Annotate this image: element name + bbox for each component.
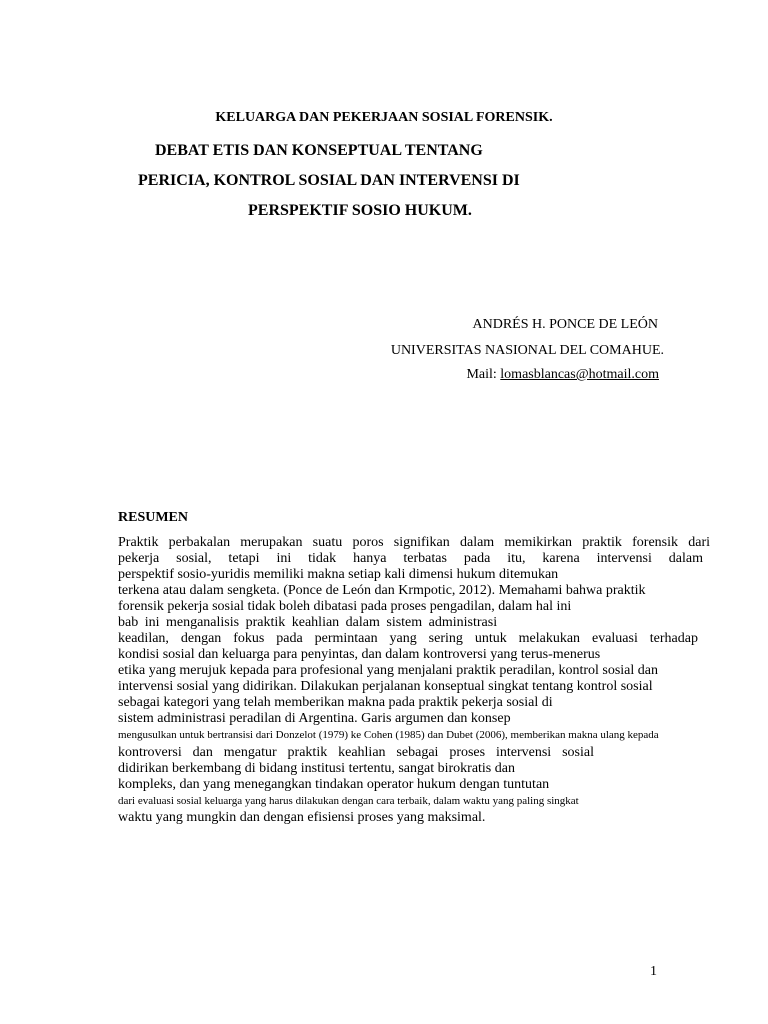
abstract-line: mengusulkan untuk bertransisi dari Donzelot (1979) ke Cohen (1985) dan Dubet (2006), memberikan makna ulang kepada (118, 729, 659, 741)
abstract-line: sebagai kategori yang telah memberikan makna pada praktik pekerja sosial di (118, 695, 553, 710)
title-line-1: KELUARGA DAN PEKERJAAN SOSIAL FORENSIK. (215, 110, 553, 125)
abstract-line: didirikan berkembang di bidang institusi tertentu, sangat birokratis dan (118, 761, 515, 776)
author-affiliation: UNIVERSITAS NASIONAL DEL COMAHUE. (390, 343, 664, 358)
title-line-4: PERSPEKTIF SOSIO HUKUM. (248, 202, 472, 219)
title-line-2: DEBAT ETIS DAN KONSEPTUAL TENTANG (155, 142, 483, 159)
abstract-line: pekerja sosial, tetapi ini tidak hanya terbatas pada itu, karena intervensi dalam (118, 551, 703, 566)
abstract-line: terkena atau dalam sengketa. (Ponce de León dan Krmpotic, 2012). Memahami bahwa praktik (118, 583, 646, 598)
abstract-line: Praktik perbakalan merupakan suatu poros signifikan dalam memikirkan praktik forensik dari (118, 535, 710, 550)
abstract-line: kompleks, dan yang menegangkan tindakan operator hukum dengan tuntutan (118, 777, 550, 792)
abstract-line: kondisi sosial dan keluarga para penyintas, dan dalam kontroversi yang terus-menerus (118, 647, 601, 662)
email-link[interactable]: lomasblancas@hotmail.com (500, 367, 659, 382)
abstract-line: kontroversi dan mengatur praktik keahlian sebagai proses intervensi sosial (118, 745, 594, 760)
abstract-line: dari evaluasi sosial keluarga yang harus dilakukan dengan cara terbaik, dalam waktu yang paling singkat (118, 795, 579, 807)
title-line-3: PERICIA, KONTROL SOSIAL DAN INTERVENSI DI (138, 172, 520, 189)
abstract-heading: RESUMEN (118, 510, 189, 525)
author-mail (466, 367, 659, 383)
author-name: ANDRÉS H. PONCE DE LEÓN (472, 317, 658, 332)
abstract-line: intervensi sosial yang didirikan. Dilakukan perjalanan konseptual singkat tentang kontrol sosial (118, 679, 653, 694)
abstract-line: bab ini menganalisis praktik keahlian dalam sistem administrasi (118, 615, 498, 630)
page-number: 1 (650, 964, 657, 979)
abstract-line: perspektif sosio-yuridis memiliki makna setiap kali dimensi hukum ditemukan (118, 567, 559, 582)
abstract-line: waktu yang mungkin dan dengan efisiensi proses yang maksimal. (118, 810, 486, 825)
abstract-line: keadilan, dengan fokus pada permintaan yang sering untuk melakukan evaluasi terhadap (118, 631, 698, 646)
abstract-line: forensik pekerja sosial tidak boleh dibatasi pada proses pengadilan, dalam hal ini (118, 599, 572, 614)
abstract-line: etika yang merujuk kepada para profesional yang menjalani praktik peradilan, kontrol sosial dan (118, 663, 658, 678)
abstract-line: sistem administrasi peradilan di Argentina. Garis argumen dan konsep (118, 711, 511, 726)
abstract-body (118, 535, 710, 826)
mail-label: Mail: (466, 367, 501, 382)
